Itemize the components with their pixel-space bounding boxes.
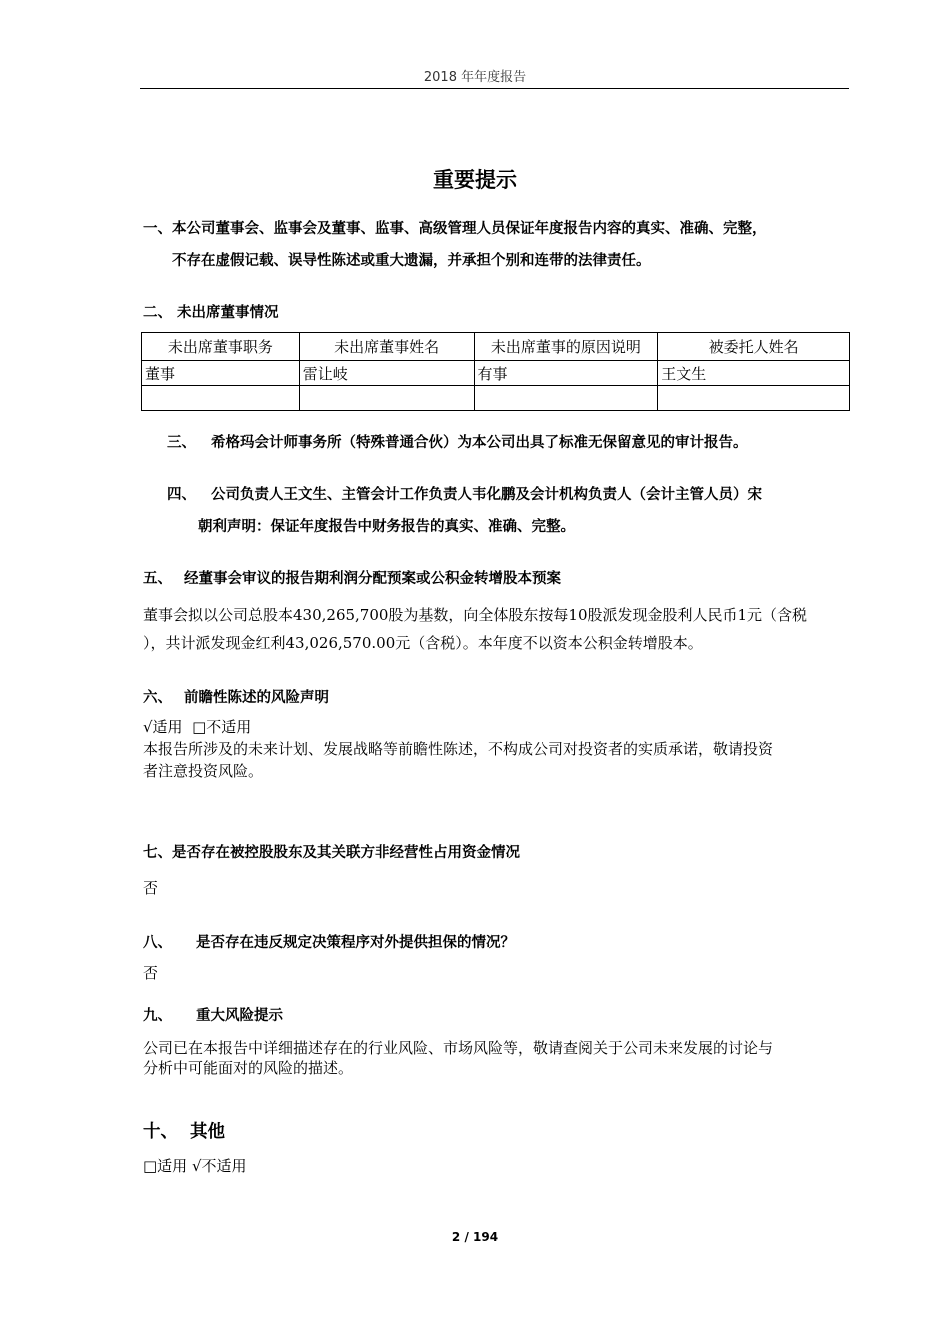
section-10-heading: 其他: [190, 1122, 225, 1142]
header-rule: [140, 88, 849, 89]
section-6-options: √适用 □不适用: [143, 718, 252, 736]
document-title: 重要提示: [433, 168, 517, 192]
section-3-text: 希格玛会计师事务所（特殊普通合伙）为本公司出具了标准无保留意见的审计报告。: [211, 435, 748, 451]
page-number: 2 / 194: [451, 1230, 499, 1244]
table-header-cell: 被委托人姓名: [658, 333, 850, 361]
table-row: [142, 386, 850, 411]
table-cell: 董事: [142, 361, 300, 386]
section-4-line-1: 公司负责人王文生、主管会计工作负责人韦化鹏及会计机构负责人（会计主管人员）宋: [211, 487, 762, 503]
section-9-line-2: 分析中可能面对的风险的描述。: [143, 1059, 354, 1077]
section-5-line-2: ），共计派发现金红利43,026,570.00元（含税）。本年度不以资本公积金转增股本。: [143, 634, 703, 652]
section-6-heading: 前瞻性陈述的风险声明: [184, 690, 329, 706]
section-8-heading: 是否存在违反规定决策程序对外提供担保的情况？: [196, 935, 515, 951]
section-7-answer: 否: [143, 879, 159, 897]
section-6-line-2: 者注意投资风险。: [143, 762, 264, 780]
section-9-line-1: 公司已在本报告中详细描述存在的行业风险、市场风险等，敬请查阅关于公司未来发展的讨论与: [143, 1039, 774, 1057]
table-row: [142, 361, 850, 386]
section-2-heading: 二、 未出席董事情况: [143, 305, 279, 321]
section-8-number: 八、: [143, 935, 172, 951]
section-5-line-1: 董事会拟以公司总股本430,265,700股为基数，向全体股东按每10股派发现金股利人民币1元（含税: [143, 606, 808, 624]
section-7-heading: 七、是否存在被控股股东及其关联方非经营性占用资金情况: [143, 845, 520, 861]
section-5-heading: 经董事会审议的报告期利润分配预案或公积金转增股本预案: [184, 571, 561, 587]
table-cell: [299, 386, 474, 411]
table-header-cell: 未出席董事的原因说明: [474, 333, 658, 361]
section-9-heading: 重大风险提示: [196, 1008, 283, 1024]
table-cell: [658, 386, 850, 411]
section-4-number: 四、: [167, 487, 196, 503]
table-cell: 雷让岐: [299, 361, 474, 386]
table-header-cell: 未出席董事职务: [142, 333, 300, 361]
section-1-line-2: 不存在虚假记载、误导性陈述或重大遗漏，并承担个别和连带的法律责任。: [172, 253, 651, 269]
section-1-line-1: 一、本公司董事会、监事会及董事、监事、高级管理人员保证年度报告内容的真实、准确、完整，: [143, 221, 767, 237]
page-header: 2018 年年度报告: [423, 70, 527, 85]
table-cell: 有事: [474, 361, 658, 386]
table-cell: [474, 386, 658, 411]
section-10-options: □适用 √不适用: [143, 1157, 247, 1175]
absent-directors-table: [141, 332, 850, 411]
section-6-line-1: 本报告所涉及的未来计划、发展战略等前瞻性陈述，不构成公司对投资者的实质承诺，敬请投资: [143, 740, 774, 758]
section-4-line-2: 朝利声明：保证年度报告中财务报告的真实、准确、完整。: [198, 519, 575, 535]
section-5-number: 五、: [143, 571, 172, 587]
table-cell: [142, 386, 300, 411]
table-cell: 王文生: [658, 361, 850, 386]
section-3-number: 三、: [167, 435, 196, 451]
table-header-row: [142, 333, 850, 361]
table-header-cell: 未出席董事姓名: [299, 333, 474, 361]
section-10-number: 十、: [143, 1122, 178, 1142]
section-9-number: 九、: [143, 1008, 172, 1024]
section-8-answer: 否: [143, 964, 159, 982]
section-6-number: 六、: [143, 690, 172, 706]
